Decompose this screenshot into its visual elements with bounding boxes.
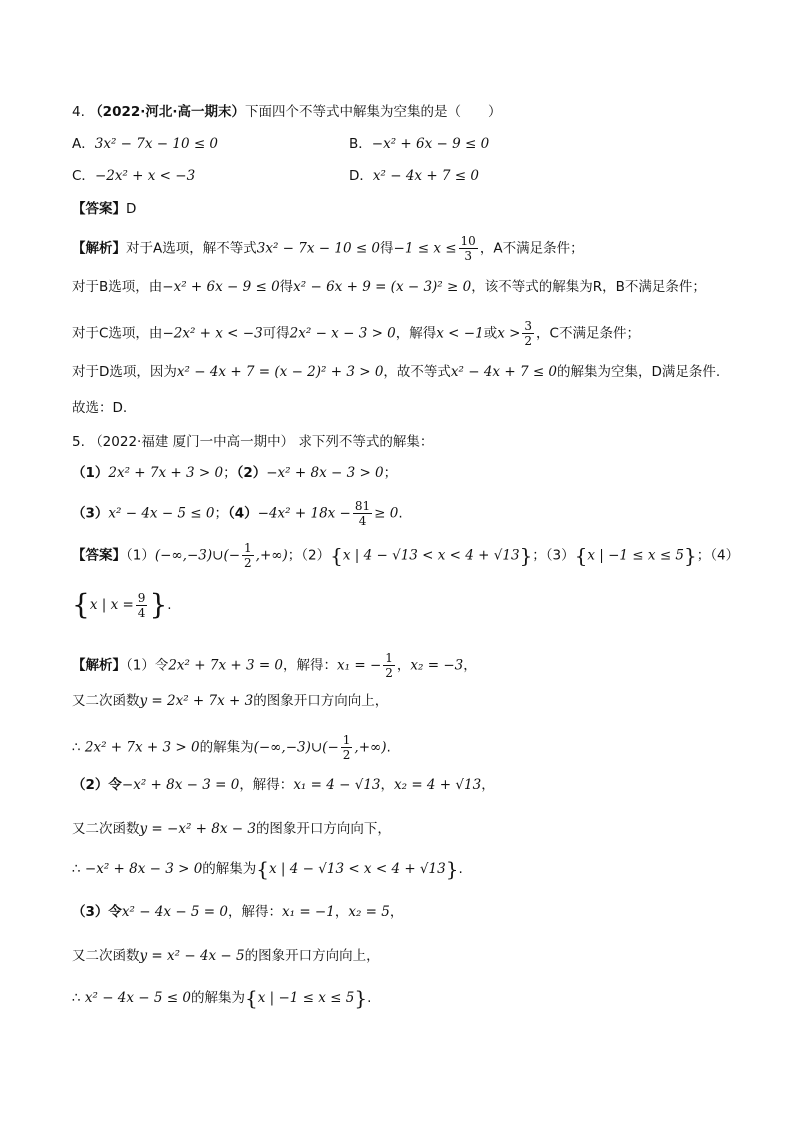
fraction	[242, 541, 254, 570]
math: y = −x² + 8x − 3	[139, 821, 256, 837]
text: 的解集为	[190, 990, 245, 1006]
q4-analysis-line-1	[72, 234, 584, 263]
text: 的解集为空集，D满足条件.	[557, 364, 721, 380]
math: x₂ = −3	[410, 657, 464, 674]
denominator: 2	[524, 334, 533, 348]
q5-answer-line-2	[72, 590, 172, 620]
text: 的图象开口方向向下，	[255, 821, 391, 837]
option-expr: 3x² − 7x − 10 ≤ 0	[94, 136, 219, 152]
q4-analysis-line-3	[72, 319, 640, 348]
math: 2x² + 7x + 3 > 0	[84, 739, 200, 756]
fraction	[136, 591, 148, 620]
fraction	[383, 651, 395, 680]
math: (−∞,−3)∪(−	[253, 739, 339, 756]
fraction	[353, 499, 372, 528]
text: ；	[383, 465, 398, 481]
fraction	[459, 234, 478, 263]
q4-option-a	[72, 134, 218, 154]
math: y = x² − 4x − 5	[139, 948, 245, 964]
q5-analysis-line-7	[72, 902, 403, 922]
q5-analysis-line-3	[72, 733, 391, 762]
math: y = 2x² + 7x + 3	[139, 693, 254, 709]
text: 的解集为	[202, 861, 257, 877]
text: 得	[380, 240, 394, 257]
q4-option-c	[72, 166, 195, 186]
math: x | −1 ≤ x ≤ 5	[587, 547, 685, 564]
q5-parts-line-1	[72, 463, 397, 483]
text: ，解得：	[239, 777, 294, 793]
math: x₁ = 4 − √13	[293, 777, 381, 793]
math: x² − 6x + 9 = (x − 3)² ≥ 0	[293, 279, 472, 295]
answer-value: D	[126, 201, 137, 217]
q5-stem: 求下列不等式的解集：	[298, 434, 434, 450]
q5-number: 5.	[72, 434, 85, 450]
q4-source: （2022·河北·高一期末）	[89, 104, 246, 120]
q5-analysis-line-9	[72, 988, 371, 1008]
text: ∴	[72, 739, 81, 756]
part-label: （1）	[126, 547, 155, 564]
q4-option-b	[349, 134, 489, 154]
math: x² − 4x − 5 ≤ 0	[84, 990, 191, 1006]
math: ≥ 0	[374, 505, 399, 522]
text: 对于B选项，由	[72, 279, 163, 295]
text: ；	[287, 547, 302, 564]
math: x | 4 − √13 < x < 4 + √13	[269, 861, 446, 877]
q4-answer	[72, 199, 136, 219]
math: x < −1	[436, 325, 484, 342]
text: 得	[279, 279, 294, 295]
text: 又二次函数	[72, 821, 140, 837]
answer-label: 【答案】	[72, 547, 126, 564]
math: 3x² − 7x − 10 ≤ 0	[256, 240, 381, 257]
math: x₂ = 4 + √13	[394, 777, 482, 793]
text: 对于C选项，由	[72, 325, 163, 342]
text: 的图象开口方向向上，	[253, 693, 389, 709]
text: .	[458, 861, 463, 877]
option-expr: x² − 4x + 7 ≤ 0	[372, 168, 479, 184]
text: 可得	[262, 325, 290, 342]
text: ∴	[72, 990, 81, 1006]
text: ；	[696, 547, 711, 564]
math: 2x² + 7x + 3 > 0	[108, 465, 224, 481]
text: 又二次函数	[72, 693, 140, 709]
option-label: A．	[72, 136, 95, 152]
numerator: 1	[385, 651, 393, 665]
q4-analysis-line-4	[72, 362, 720, 382]
math: −x² + 8x − 3 > 0	[84, 861, 203, 877]
q5-parts-line-2	[72, 499, 403, 528]
right-brace: }	[149, 588, 168, 621]
math: x >	[497, 325, 521, 342]
text: ，该不等式的解集为R，B不满足条件；	[471, 279, 706, 295]
text: ，	[389, 904, 404, 920]
text: 或	[483, 325, 498, 342]
text: ，解得：	[228, 904, 282, 920]
text: ，	[380, 777, 394, 793]
text: ，解得	[395, 325, 437, 342]
q5-analysis-line-4	[72, 775, 495, 795]
option-label: B．	[349, 136, 372, 152]
math: −x² + 8x − 3 = 0	[121, 777, 240, 793]
text: ，	[334, 904, 349, 920]
math: (−∞,−3)∪(−	[154, 547, 241, 564]
q5-answer-line-1	[72, 541, 739, 570]
option-label: D．	[349, 168, 373, 184]
text: ；	[532, 547, 546, 564]
part-label: （3）	[545, 547, 575, 564]
q4-option-d	[349, 166, 479, 186]
math: ,+∞)	[255, 547, 288, 564]
text: （1）令	[126, 657, 169, 674]
math: x | 4 − √13 < x < 4 + √13	[342, 547, 520, 564]
text: .	[167, 597, 172, 613]
text: （3）令	[72, 904, 122, 920]
denominator: 4	[358, 514, 367, 528]
math: x² − 4x − 5 ≤ 0	[108, 505, 215, 522]
left-brace: {	[330, 543, 343, 568]
option-expr: −2x² + x < −3	[94, 168, 196, 184]
part-label: （2）	[236, 465, 267, 481]
text: 对于A选项，解不等式	[126, 240, 257, 257]
text: 的图象开口方向向上，	[244, 948, 380, 964]
q4-stem-line	[72, 102, 502, 122]
part-label: （4）	[710, 547, 740, 564]
analysis-label: 【解析】	[72, 657, 126, 674]
q5-analysis-line-8	[72, 946, 380, 966]
q4-conclusion: 故选：D.	[72, 400, 128, 416]
denominator: 2	[342, 748, 351, 762]
q5-analysis-line-1	[72, 651, 477, 680]
right-brace: }	[684, 543, 697, 568]
text: .	[367, 990, 372, 1006]
math: x₂ = 5	[348, 904, 390, 920]
left-brace: {	[244, 986, 258, 1010]
left-brace: {	[72, 588, 90, 621]
right-brace: }	[445, 857, 459, 881]
math: −4x² + 18x −	[257, 505, 351, 522]
fraction	[341, 733, 353, 762]
text: ，故不等式	[383, 364, 451, 380]
math: −x² + 6x − 9 ≤ 0	[162, 279, 280, 295]
numerator: 1	[244, 541, 252, 555]
left-brace: {	[574, 543, 588, 568]
math: 2x² − x − 3 > 0	[289, 325, 396, 342]
numerator: 9	[137, 590, 146, 605]
left-brace: {	[256, 857, 270, 881]
option-label: C．	[72, 168, 95, 184]
part-label: （1）	[72, 465, 109, 481]
q5-analysis-line-2	[72, 691, 388, 711]
q4-stem: 下面四个不等式中解集为空集的是（ ）	[245, 104, 502, 120]
math: 2x² + 7x + 3 = 0	[168, 657, 284, 674]
text: ，	[463, 657, 477, 674]
math: ,+∞)	[354, 739, 387, 756]
part-label: （2）	[301, 547, 331, 564]
math: x² − 4x − 5 = 0	[121, 904, 228, 920]
text: ；	[214, 505, 228, 522]
q5-analysis-line-6	[72, 859, 463, 879]
math: x₁ = −1	[282, 904, 335, 920]
text: ∴	[72, 861, 81, 877]
text: ，	[481, 777, 495, 793]
q4-number: 4.	[72, 104, 85, 120]
denominator: 2	[385, 666, 393, 680]
text: ；	[223, 465, 237, 481]
denominator: 4	[137, 605, 146, 620]
denominator: 3	[464, 249, 472, 263]
text: ，解得：	[283, 657, 338, 674]
math: −2x² + x < −3	[162, 325, 263, 342]
numerator: 1	[342, 733, 351, 747]
q5-analysis-line-5	[72, 819, 391, 839]
q5-stem-line	[72, 432, 433, 452]
text: （2）令	[72, 777, 122, 793]
analysis-label: 【解析】	[72, 240, 126, 257]
text: ，A不满足条件；	[479, 240, 584, 257]
text: ，C不满足条件；	[536, 325, 640, 342]
math: −x² + 8x − 3 > 0	[266, 465, 384, 481]
option-expr: −x² + 6x − 9 ≤ 0	[371, 136, 490, 152]
text: .	[398, 505, 403, 522]
text: .	[386, 739, 391, 756]
math: x | −1 ≤ x ≤ 5	[257, 990, 355, 1006]
numerator: 3	[524, 319, 533, 333]
math: x² − 4x + 7 = (x − 2)² + 3 > 0	[176, 364, 384, 380]
answer-label: 【答案】	[72, 201, 126, 217]
math: x² − 4x + 7 ≤ 0	[450, 364, 558, 380]
math: −1 ≤ x ≤	[393, 240, 457, 257]
q5-source: （2022·福建 厦门一中高一期中）	[89, 434, 295, 450]
denominator: 2	[244, 556, 252, 570]
math: x₁ = −	[337, 657, 382, 674]
numerator: 81	[354, 499, 371, 513]
math: x | x =	[89, 597, 134, 613]
q4-analysis-line-2	[72, 277, 706, 297]
text: 又二次函数	[72, 948, 140, 964]
part-label: （3）	[72, 505, 109, 522]
fraction	[522, 319, 534, 348]
text: 的解集为	[199, 739, 254, 756]
right-brace: }	[354, 986, 368, 1010]
right-brace: }	[519, 543, 533, 568]
numerator: 10	[460, 234, 476, 248]
part-label: （4）	[228, 505, 258, 522]
text: 对于D选项，因为	[72, 364, 177, 380]
text: ，	[396, 657, 411, 674]
